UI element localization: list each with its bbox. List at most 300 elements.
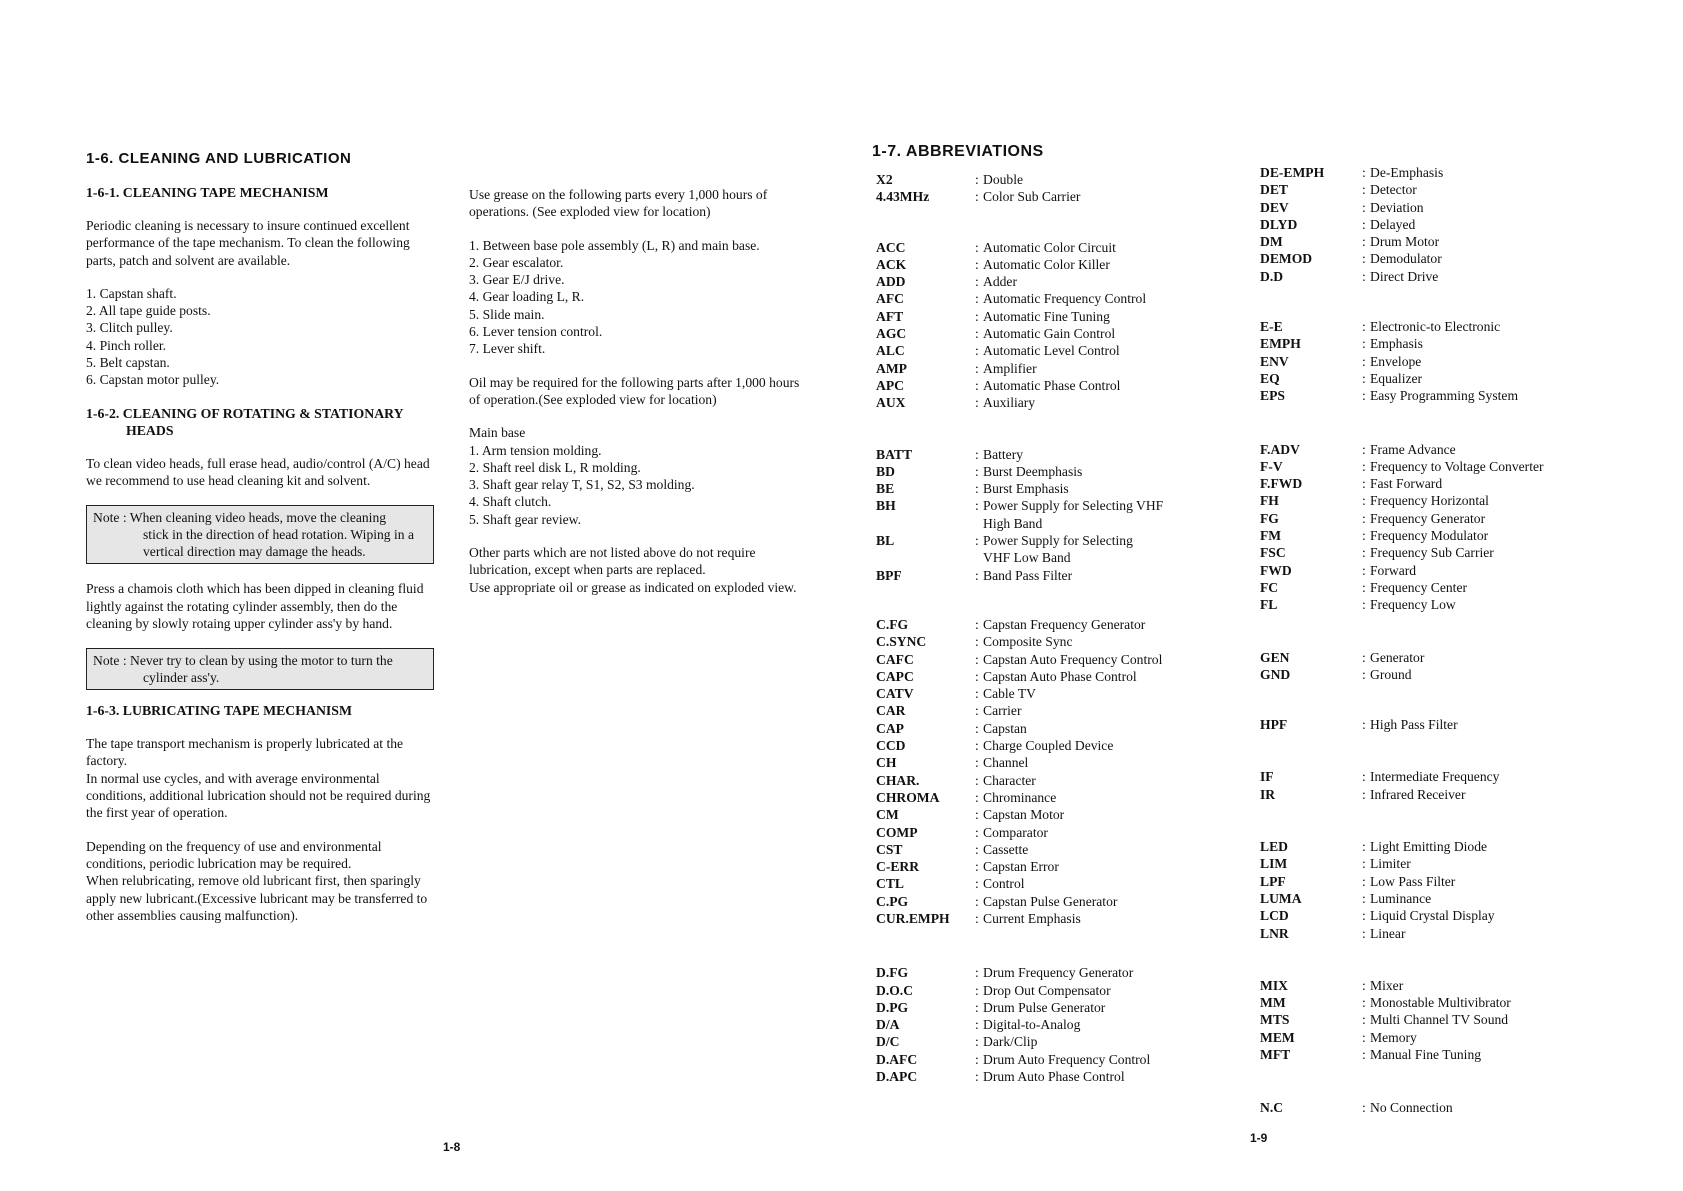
abbreviation-row <box>1260 387 1620 404</box>
grease-parts-list <box>469 237 804 358</box>
paragraph-grease: Use grease on the following parts every 1,000 hours of operations. (See exploded view for location) <box>469 187 768 220</box>
abbreviation-row <box>1260 510 1620 527</box>
abbreviation-row <box>1260 335 1620 352</box>
abbreviation-definition: Deviation <box>1370 199 1424 215</box>
abbreviation-definition: Fast Forward <box>1370 476 1443 492</box>
abbreviation-definition: De-Emphasis <box>1370 165 1444 180</box>
colon-separator: : <box>1362 890 1366 906</box>
abbreviation-row <box>876 964 1216 981</box>
abbreviation-row <box>1260 164 1620 181</box>
abbreviation-row <box>1260 596 1620 613</box>
abbreviation-definition: Frequency Sub Carrier <box>1370 545 1494 561</box>
subsection-title-1-6-3: 1-6-3. LUBRICATING TAPE MECHANISM <box>86 703 352 719</box>
paragraph: When relubricating, remove old lubricant first, then sparingly apply new lubricant.(Excessive lubricant may be transferred to other assemblies causing malfunction). <box>86 873 428 923</box>
abbreviation-row <box>876 616 1216 633</box>
abbreviation-definition: Band Pass Filter <box>983 567 1073 583</box>
colon-separator: : <box>975 668 979 684</box>
abbreviation-definition: Composite Sync <box>983 634 1073 650</box>
abbreviation-term: C-ERR <box>876 859 920 875</box>
left-column <box>86 149 434 924</box>
abbreviation-term: E-E <box>1260 319 1283 335</box>
abbreviation-term: C.SYNC <box>876 634 927 650</box>
list-item: 1. Capstan shaft. <box>86 285 177 301</box>
abbreviation-row <box>876 308 1216 325</box>
abbreviation-term: F-V <box>1260 458 1283 474</box>
abbreviation-term: FC <box>1260 579 1279 595</box>
abbreviation-definition: Limiter <box>1370 856 1411 872</box>
colon-separator: : <box>1362 528 1366 544</box>
colon-separator: : <box>975 686 979 702</box>
abbreviation-term: DLYD <box>1260 216 1298 232</box>
abbreviation-definition: Frequency to Voltage Converter <box>1370 458 1544 474</box>
abbreviation-row <box>876 754 1216 771</box>
abbreviation-definition: Frequency Generator <box>1370 510 1486 526</box>
abbreviation-definition: Capstan <box>983 720 1027 736</box>
colon-separator: : <box>975 360 979 376</box>
abbreviation-term: D.O.C <box>876 982 914 998</box>
note-text: Note : When cleaning video heads, move the cleaning <box>93 510 387 526</box>
colon-separator: : <box>1362 370 1366 386</box>
colon-separator: : <box>975 377 979 393</box>
abbreviation-definition: Cable TV <box>983 686 1036 702</box>
abbreviation-definition: Color Sub Carrier <box>983 189 1081 205</box>
abbreviation-group <box>1260 716 1620 733</box>
abbreviation-term: AFC <box>876 291 904 307</box>
colon-separator: : <box>1362 319 1366 335</box>
list-label: Main base <box>469 425 526 441</box>
abbreviation-row <box>1260 492 1620 509</box>
abbreviation-definition: Low Pass Filter <box>1370 873 1456 889</box>
abbreviation-row <box>876 772 1216 789</box>
colon-separator: : <box>1362 873 1366 889</box>
colon-separator: : <box>975 189 979 205</box>
middle-column <box>469 186 804 596</box>
abbreviation-group <box>1260 768 1620 803</box>
abbreviation-term: MTS <box>1260 1012 1290 1028</box>
page-number-right: 1-9 <box>1250 1131 1268 1145</box>
abbreviation-row <box>1260 1029 1620 1046</box>
abbreviation-row <box>1260 649 1620 666</box>
abbreviation-term: BL <box>876 533 895 549</box>
abbreviation-definition: Drum Auto Phase Control <box>983 1069 1125 1085</box>
colon-separator: : <box>975 910 979 926</box>
colon-separator: : <box>1362 510 1366 526</box>
abbreviation-definition: Control <box>983 876 1025 892</box>
colon-separator: : <box>975 982 979 998</box>
abbreviation-term: DM <box>1260 234 1283 250</box>
list-item: 2. All tape guide posts. <box>86 303 211 319</box>
abbreviation-row <box>876 858 1216 875</box>
abbreviation-term: DET <box>1260 182 1288 198</box>
list-item: 1. Between base pole assembly (L, R) and main base. <box>469 237 760 253</box>
colon-separator: : <box>1362 1012 1366 1028</box>
abbreviation-definition: Demodulator <box>1370 251 1442 267</box>
note-box-motor-warning <box>86 648 434 690</box>
colon-separator: : <box>975 841 979 857</box>
abbreviation-term: DEMOD <box>1260 251 1313 267</box>
section-title-abbreviations: 1-7. ABBREVIATIONS <box>872 143 1044 160</box>
abbreviation-row <box>1260 855 1620 872</box>
colon-separator: : <box>975 256 979 272</box>
abbreviation-row <box>1260 666 1620 683</box>
note-text: cylinder ass'y. <box>143 670 220 686</box>
abbreviation-row <box>876 841 1216 858</box>
abbreviation-definition: Memory <box>1370 1029 1417 1045</box>
abbreviation-term: FG <box>1260 510 1279 526</box>
abbreviation-definition: Automatic Level Control <box>983 343 1120 359</box>
abbreviation-definition: High Pass Filter <box>1370 717 1458 733</box>
abbreviation-term: AMP <box>876 360 907 376</box>
abbreviation-definition: Direct Drive <box>1370 268 1439 284</box>
abbreviation-term: D.FG <box>876 965 909 981</box>
paragraph: The tape transport mechanism is properly lubricated at the factory. <box>86 736 404 769</box>
abbreviation-term: CCD <box>876 738 906 754</box>
abbreviation-term: APC <box>876 377 904 393</box>
abbreviation-definition: Capstan Auto Frequency Control <box>983 651 1163 667</box>
abbreviation-definition: Frequency Modulator <box>1370 528 1489 544</box>
abbreviation-row <box>876 325 1216 342</box>
abbreviation-term: COMP <box>876 824 918 840</box>
abbreviation-term: GND <box>1260 666 1291 682</box>
abbreviation-term: BH <box>876 498 896 514</box>
abbreviation-group <box>1260 164 1620 285</box>
abbreviation-definition: Frame Advance <box>1370 441 1456 457</box>
abbreviation-term: FL <box>1260 597 1278 613</box>
abbreviation-term: D.D <box>1260 268 1284 284</box>
list-item: 6. Lever tension control. <box>469 324 603 340</box>
abbreviation-term: LNR <box>1260 925 1289 941</box>
abbreviation-definition: Drum Auto Frequency Control <box>983 1051 1151 1067</box>
abbreviation-row <box>876 171 1216 188</box>
abbreviation-row <box>876 273 1216 290</box>
abbreviation-row <box>876 720 1216 737</box>
list-item: 2. Shaft reel disk L, R molding. <box>469 459 641 475</box>
abbreviation-term: LED <box>1260 839 1288 855</box>
abbreviation-row <box>876 394 1216 411</box>
abbreviation-term: LIM <box>1260 856 1288 872</box>
colon-separator: : <box>1362 268 1366 284</box>
abbreviation-definition: Multi Channel TV Sound <box>1370 1012 1509 1028</box>
subsection-title-line: 1-6-2. CLEANING OF ROTATING & STATIONARY <box>86 405 404 421</box>
abbreviation-row <box>876 875 1216 892</box>
list-item: 5. Shaft gear review. <box>469 511 581 527</box>
abbreviation-term: CAPC <box>876 668 914 684</box>
abbreviation-definition: Capstan Frequency Generator <box>983 616 1146 632</box>
abbreviation-group <box>876 964 1216 1085</box>
colon-separator: : <box>1362 545 1366 561</box>
paragraph-periodic-cleaning: Periodic cleaning is necessary to insure continued excellent performance of the tape mechanism. To clean the following parts, patch and solvent are available. <box>86 218 410 268</box>
paragraph: Use appropriate oil or grease as indicated on exploded view. <box>469 579 797 595</box>
colon-separator: : <box>975 772 979 788</box>
abbreviation-row <box>1260 994 1620 1011</box>
colon-separator: : <box>1362 1029 1366 1045</box>
colon-separator: : <box>1362 336 1366 352</box>
colon-separator: : <box>975 239 979 255</box>
colon-separator: : <box>1362 199 1366 215</box>
abbreviation-group <box>1260 649 1620 684</box>
abbreviation-row <box>876 737 1216 754</box>
list-item: 5. Slide main. <box>469 306 545 322</box>
abbreviation-row <box>876 239 1216 256</box>
colon-separator: : <box>975 859 979 875</box>
abbreviation-row <box>1260 527 1620 544</box>
colon-separator: : <box>975 965 979 981</box>
abbreviation-term: HPF <box>1260 717 1288 733</box>
colon-separator: : <box>975 533 979 549</box>
abbreviation-row <box>876 893 1216 910</box>
abbreviation-definition: Liquid Crystal Display <box>1370 908 1495 924</box>
abbreviation-term: C.PG <box>876 893 909 909</box>
abbreviation-definition: Power Supply for Selecting VHF High Band <box>983 498 1164 531</box>
abbreviation-group <box>876 171 1216 206</box>
abbreviation-term: DEV <box>1260 199 1289 215</box>
abbreviation-term: CM <box>876 807 899 823</box>
abbreviation-definition: Auxiliary <box>983 395 1036 411</box>
abbreviation-row <box>1260 1011 1620 1028</box>
colon-separator: : <box>1362 579 1366 595</box>
abbreviation-definition: Channel <box>983 755 1029 771</box>
colon-separator: : <box>1362 649 1366 665</box>
abbreviation-row <box>876 567 1216 584</box>
abbreviation-definition: Envelope <box>1370 353 1422 369</box>
abbreviation-definition: Mixer <box>1370 977 1404 993</box>
abbreviation-term: BATT <box>876 446 913 462</box>
abbreviation-definition: Monostable Multivibrator <box>1370 995 1511 1011</box>
colon-separator: : <box>1362 388 1366 404</box>
abbreviation-term: FM <box>1260 528 1282 544</box>
paragraph-video-heads: To clean video heads, full erase head, audio/control (A/C) head we recommend to use head cleaning kit and solvent. <box>86 455 430 488</box>
abbreviation-row <box>1260 907 1620 924</box>
abbreviation-term: IF <box>1260 769 1274 785</box>
colon-separator: : <box>975 824 979 840</box>
abbreviation-group <box>876 239 1216 412</box>
list-item: 3. Clitch pulley. <box>86 320 173 336</box>
abbreviation-column-1 <box>876 171 1216 1085</box>
abbreviation-definition: Automatic Color Killer <box>983 256 1110 272</box>
abbreviation-definition: Easy Programming System <box>1370 388 1519 404</box>
abbreviation-row <box>1260 544 1620 561</box>
abbreviation-definition: Automatic Frequency Control <box>983 291 1147 307</box>
abbreviation-definition: Electronic-to Electronic <box>1370 319 1501 335</box>
abbreviation-term: AUX <box>876 395 906 411</box>
abbreviation-row <box>1260 716 1620 733</box>
abbreviation-definition: Capstan Motor <box>983 807 1065 823</box>
abbreviation-term: ACK <box>876 256 907 272</box>
abbreviation-definition: Detector <box>1370 182 1417 198</box>
colon-separator: : <box>1362 182 1366 198</box>
abbreviation-definition: Comparator <box>983 824 1048 840</box>
colon-separator: : <box>1362 977 1366 993</box>
abbreviation-definition: Power Supply for Selecting VHF Low Band <box>983 533 1133 566</box>
abbreviation-term: X2 <box>876 172 893 187</box>
abbreviation-row <box>1260 977 1620 994</box>
colon-separator: : <box>975 616 979 632</box>
abbreviation-row <box>876 290 1216 307</box>
abbreviation-term: N.C <box>1260 1100 1284 1116</box>
list-item: 3. Gear E/J drive. <box>469 272 565 288</box>
abbreviation-definition: Digital-to-Analog <box>983 1017 1081 1033</box>
colon-separator: : <box>975 395 979 411</box>
abbreviation-term: ALC <box>876 343 905 359</box>
abbreviation-definition: Delayed <box>1370 216 1416 232</box>
colon-separator: : <box>1362 1046 1366 1062</box>
colon-separator: : <box>1362 251 1366 267</box>
abbreviation-row <box>876 702 1216 719</box>
abbreviation-term: F.ADV <box>1260 441 1300 457</box>
colon-separator: : <box>975 274 979 290</box>
colon-separator: : <box>975 1051 979 1067</box>
colon-separator: : <box>1362 441 1366 457</box>
abbreviation-row <box>876 1068 1216 1085</box>
abbreviation-term: CTL <box>876 876 904 892</box>
abbreviation-row <box>876 999 1216 1016</box>
list-item: 7. Lever shift. <box>469 341 546 357</box>
abbreviation-definition: Drum Motor <box>1370 234 1440 250</box>
abbreviation-term: MM <box>1260 995 1286 1011</box>
abbreviation-term: D.APC <box>876 1069 918 1085</box>
abbreviation-row <box>876 188 1216 205</box>
abbreviation-definition: Emphasis <box>1370 336 1423 352</box>
abbreviation-row <box>876 256 1216 273</box>
abbreviation-term: AFT <box>876 308 904 324</box>
colon-separator: : <box>1362 839 1366 855</box>
abbreviation-definition: Automatic Color Circuit <box>983 239 1116 255</box>
abbreviation-term: DE-EMPH <box>1260 165 1325 180</box>
abbreviation-definition: Luminance <box>1370 890 1432 906</box>
abbreviation-row <box>1260 353 1620 370</box>
oil-parts-list <box>469 424 804 528</box>
colon-separator: : <box>1362 908 1366 924</box>
abbreviation-row <box>1260 925 1620 942</box>
abbreviation-term: CHROMA <box>876 789 940 805</box>
list-item: 4. Gear loading L, R. <box>469 289 585 305</box>
abbreviation-row <box>1260 579 1620 596</box>
colon-separator: : <box>975 738 979 754</box>
abbreviation-row <box>1260 475 1620 492</box>
colon-separator: : <box>975 481 979 497</box>
abbreviation-row <box>1260 216 1620 233</box>
abbreviation-definition: Drop Out Compensator <box>983 982 1111 998</box>
abbreviation-term: CAR <box>876 703 906 719</box>
abbreviation-term: CST <box>876 841 903 857</box>
note-text: stick in the direction of head rotation. Wiping in a vertical direction may damage the heads. <box>143 527 415 560</box>
abbreviation-definition: Light Emitting Diode <box>1370 839 1488 855</box>
cleaning-parts-list <box>86 285 434 389</box>
abbreviation-definition: Carrier <box>983 703 1022 719</box>
abbreviation-definition: Generator <box>1370 649 1425 665</box>
abbreviation-term: MEM <box>1260 1029 1295 1045</box>
abbreviation-term: LUMA <box>1260 890 1302 906</box>
section-title-cleaning: 1-6. CLEANING AND LUBRICATION <box>86 150 352 167</box>
abbreviation-row <box>1260 318 1620 335</box>
abbreviation-row <box>876 668 1216 685</box>
colon-separator: : <box>1362 458 1366 474</box>
abbreviation-row <box>876 463 1216 480</box>
subsection-title-line: HEADS <box>126 422 174 438</box>
abbreviation-definition: Dark/Clip <box>983 1034 1038 1050</box>
abbreviation-row <box>1260 890 1620 907</box>
colon-separator: : <box>1362 717 1366 733</box>
list-item: 2. Gear escalator. <box>469 254 564 270</box>
colon-separator: : <box>975 755 979 771</box>
abbreviation-definition: Double <box>983 172 1024 187</box>
abbreviation-term: EPS <box>1260 388 1285 404</box>
colon-separator: : <box>1362 476 1366 492</box>
colon-separator: : <box>975 720 979 736</box>
abbreviation-row <box>1260 768 1620 785</box>
abbreviation-definition: Ground <box>1370 666 1412 682</box>
abbreviation-term: GEN <box>1260 649 1290 665</box>
colon-separator: : <box>1362 165 1366 180</box>
abbreviation-row <box>876 789 1216 806</box>
paragraph-oil: Oil may be required for the following parts after 1,000 hours of operation.(See exploded view for location) <box>469 374 800 407</box>
abbreviation-definition: Capstan Error <box>983 859 1059 875</box>
paragraph: In normal use cycles, and with average environmental conditions, additional lubrication should not be required during the first year of operation. <box>86 770 431 821</box>
colon-separator: : <box>1362 562 1366 578</box>
note-box-cleaning-direction <box>86 505 434 564</box>
abbreviation-row <box>1260 199 1620 216</box>
colon-separator: : <box>975 1069 979 1085</box>
abbreviation-row <box>1260 873 1620 890</box>
abbreviation-term: CHAR. <box>876 772 920 788</box>
subsection-title-1-6-2 <box>86 405 434 439</box>
colon-separator: : <box>1362 353 1366 369</box>
list-item: 4. Pinch roller. <box>86 337 167 353</box>
abbreviation-term: CATV <box>876 686 914 702</box>
abbreviation-term: BPF <box>876 567 902 583</box>
colon-separator: : <box>1362 234 1366 250</box>
abbreviation-definition: Battery <box>983 446 1024 462</box>
list-item: 4. Shaft clutch. <box>469 494 552 510</box>
abbreviation-definition: Chrominance <box>983 789 1057 805</box>
note-text: Note : Never try to clean by using the motor to turn the <box>93 653 393 669</box>
colon-separator: : <box>975 703 979 719</box>
abbreviation-definition: Infrared Receiver <box>1370 786 1466 802</box>
abbreviation-term: ADD <box>876 274 906 290</box>
abbreviation-definition: Capstan Auto Phase Control <box>983 668 1137 684</box>
abbreviation-term: MIX <box>1260 977 1288 993</box>
abbreviation-term: D/C <box>876 1034 900 1050</box>
colon-separator: : <box>975 343 979 359</box>
abbreviation-group <box>1260 1099 1620 1116</box>
colon-separator: : <box>975 498 979 514</box>
abbreviation-term: ACC <box>876 239 906 255</box>
colon-separator: : <box>975 308 979 324</box>
abbreviation-definition: Current Emphasis <box>983 910 1081 926</box>
abbreviation-row <box>876 342 1216 359</box>
abbreviation-row <box>1260 458 1620 475</box>
paragraph: Depending on the frequency of use and environmental conditions, periodic lubrication may be required. <box>86 838 382 871</box>
abbreviation-row <box>1260 786 1620 803</box>
colon-separator: : <box>1362 769 1366 785</box>
abbreviation-group <box>1260 318 1620 404</box>
colon-separator: : <box>975 876 979 892</box>
abbreviation-definition: Manual Fine Tuning <box>1370 1046 1482 1062</box>
list-item: 6. Capstan motor pulley. <box>86 372 220 388</box>
abbreviation-row <box>876 910 1216 927</box>
abbreviation-term: D.AFC <box>876 1051 918 1067</box>
abbreviation-term: EQ <box>1260 370 1280 386</box>
list-item: 5. Belt capstan. <box>86 355 170 371</box>
abbreviation-definition: Frequency Horizontal <box>1370 493 1489 509</box>
subsection-title-1-6-1: 1-6-1. CLEANING TAPE MECHANISM <box>86 185 329 200</box>
colon-separator: : <box>975 999 979 1015</box>
colon-separator: : <box>975 1017 979 1033</box>
abbreviation-group <box>876 446 1216 584</box>
abbreviation-term: BD <box>876 463 895 479</box>
abbreviation-row <box>876 685 1216 702</box>
colon-separator: : <box>1362 597 1366 613</box>
